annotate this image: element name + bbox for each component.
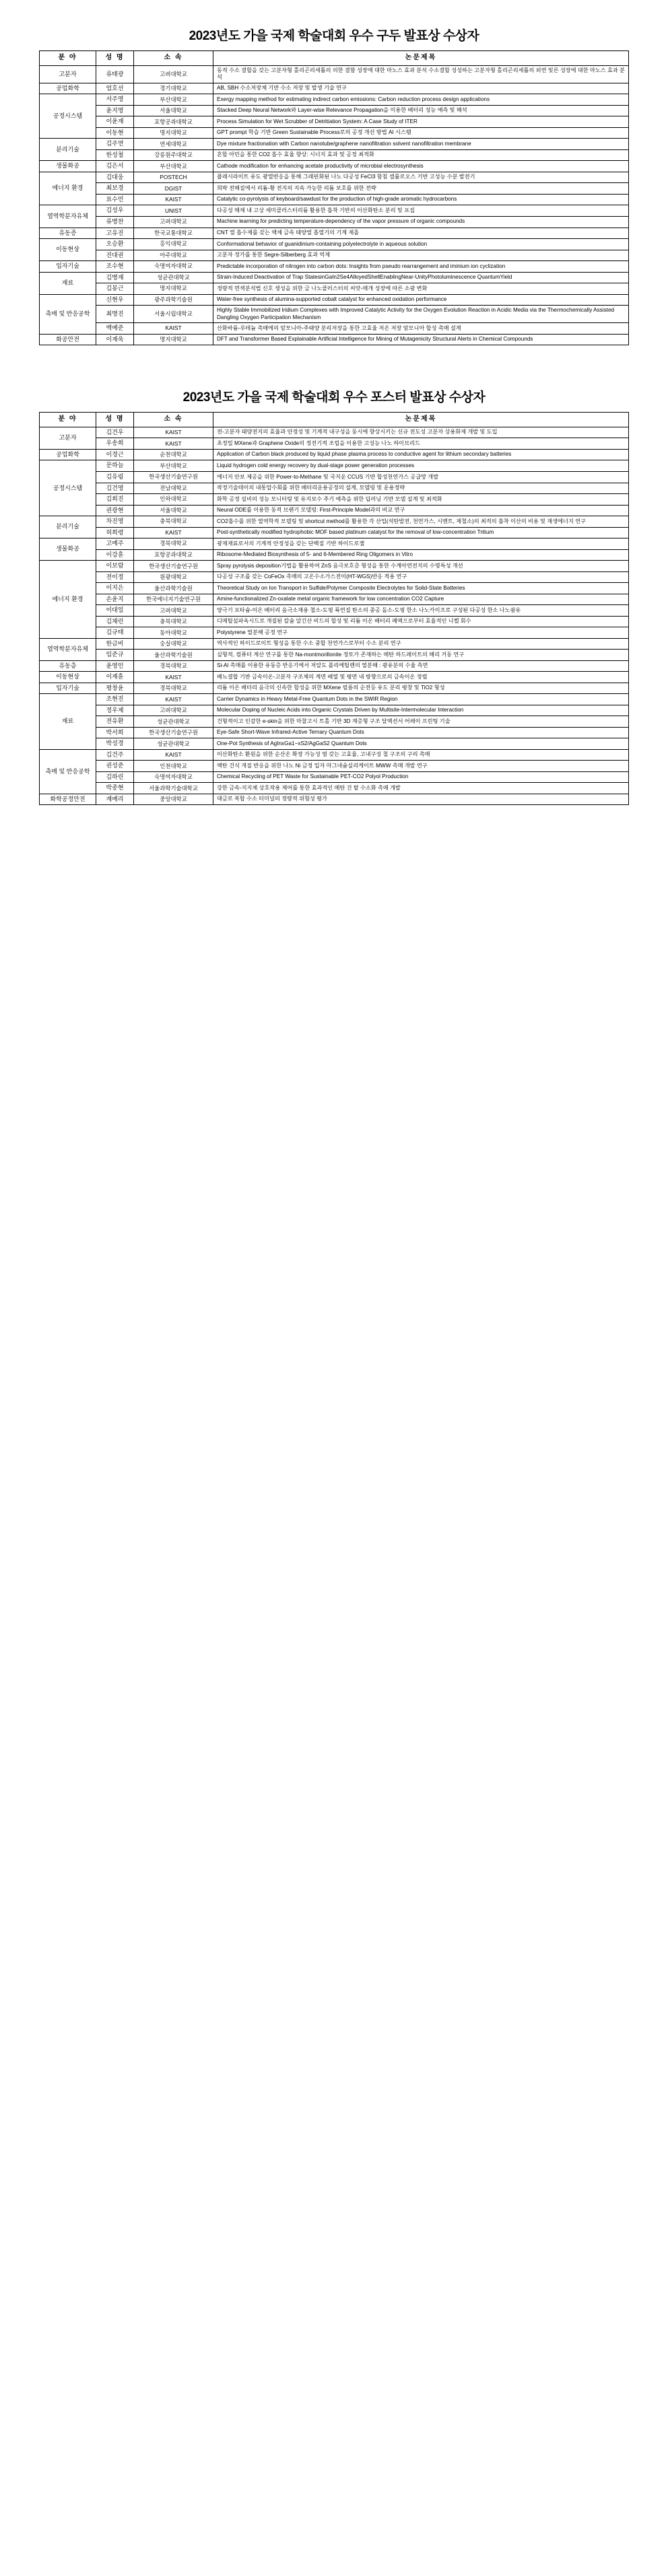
cell-field: 입자기술 [40,683,96,694]
cell-affiliation: 포항공과대학교 [134,549,213,561]
cell-paper-title: Molecular Doping of Nucleic Acids into Organic Crystals Driven by Multisite-Intermolecular Interaction [213,705,629,716]
cell-affiliation: 울산과학기술원 [134,650,213,661]
cell-name: 권성준 [96,761,134,772]
cell-paper-title: Eye-Safe Short-Wave Infrared-Active Ternary Quantum Dots [213,727,629,738]
table-row [40,183,629,195]
cell-name: 서주영 [96,94,134,106]
cell-affiliation: KAIST [134,194,213,205]
cell-name: 임준규 [96,650,134,661]
cell-affiliation: 연세대학교 [134,139,213,150]
cell-affiliation: 한국교통대학교 [134,228,213,239]
table-row [40,683,629,694]
cell-paper-title: Highly Stable Immobilized Iridium Complexes with Improved Catalytic Activity for the Oxygen Evolution Reaction in Acidic Media via the Thermochemically Assisted Dangling Oxygen Participation Mechanism [213,306,629,323]
table-row [40,334,629,345]
cell-name: 이재훈 [96,672,134,683]
cell-affiliation: 경북대학교 [134,538,213,550]
table-row [40,516,629,528]
table-row [40,105,629,116]
cell-name: 손윤지 [96,594,134,605]
award-table-poster [39,412,629,805]
cell-paper-title: Application of Carbon black produced by liquid phase plasma process to conductive agent for lithium secondary batteries [213,449,629,460]
cell-affiliation: 고려대학교 [134,65,213,83]
cell-affiliation: 고려대학교 [134,705,213,716]
cell-field: 입자기술 [40,261,96,273]
table-row [40,583,629,594]
cell-paper-title: 광제재료로서의 기계적 안정성을 갖는 단백질 기반 하이드로젤 [213,538,629,550]
cell-paper-title: 리튬 이온 배터리 음극의 신속한 합성을 위한 MXene 필름의 순전등 유도 분리 평창 및 TiO2 형성 [213,683,629,694]
cell-field: 유동층 [40,660,96,672]
cell-affiliation: 경북대학교 [134,660,213,672]
table-row [40,771,629,783]
cell-field: 이동현상 [40,239,96,261]
cell-affiliation: 서울과학기술대학교 [134,783,213,794]
cell-paper-title: AB, SBH 수소저장체 기반 수소 저장 및 발생 기술 연구 [213,83,629,94]
cell-paper-title: 정량적 면색분석법 신호 생성을 위한 금 나노클러스터의 씨앗-매개 성장에 따른 소광 변화 [213,283,629,295]
cell-name: 최명진 [96,306,134,323]
table-row [40,749,629,761]
table-row [40,261,629,273]
cell-paper-title: 전-고분자 태양전지의 효율과 안정성 및 기계적 내구성을 동시에 향상시키는 신규 전도성 고분자 상용화제 개발 및 도입 [213,427,629,438]
table-row [40,549,629,561]
cell-affiliation: 서울시립대학교 [134,306,213,323]
cell-affiliation: 동아대학교 [134,627,213,639]
cell-name: 전이정 [96,571,134,583]
cell-affiliation: 경기대학교 [134,83,213,94]
cell-affiliation: POSTECH [134,172,213,183]
cell-name: 오승환 [96,239,134,250]
cell-name: 허희령 [96,527,134,538]
table-row [40,605,629,617]
cell-paper-title: 초정밀 MXene과 Graphene Oxide의 정전기적 조립을 이용한 고성능 나노 하이브리드 [213,438,629,450]
cell-paper-title: 작정기술테이의 내통압수회를 위한 배터리운용공정의 설계, 모델링 및 운용정략 [213,483,629,494]
cell-paper-title: 희박 전해질에서 리튬-황 전지의 지속 가능한 리튬 보호를 위한 전략 [213,183,629,195]
cell-affiliation: 성균관대학교 [134,272,213,283]
cell-name: 박성경 [96,738,134,750]
cell-paper-title: Predictable incorporation of nitrogen into carbon dots: Insights from pseudo rearrangement and iminium ion cyclization [213,261,629,273]
cell-paper-title: Dye mixture fractionation with Carbon nanotube/graphene nanofiltration solvent nanofiltration membrane [213,139,629,150]
cell-field: 재료 [40,272,96,294]
cell-name: 김건우 [96,427,134,438]
cell-name: 이강훈 [96,549,134,561]
cell-field: 에너지 환경 [40,172,96,205]
column-header-name: 성 명 [96,413,134,427]
table-row [40,65,629,83]
cell-field: 공업화학 [40,83,96,94]
cell-name: 고유진 [96,228,134,239]
cell-name: 문하늘 [96,460,134,472]
cell-affiliation: 전남대학교 [134,483,213,494]
cell-affiliation: 한국생산기술연구원 [134,472,213,483]
cell-name: 이재욱 [96,334,134,345]
cell-paper-title: Polystyrene 열분해 공정 연구 [213,627,629,639]
cell-name: 이지은 [96,583,134,594]
cell-affiliation: 성균관대학교 [134,716,213,728]
cell-paper-title: 배뇨결합 기반 금속이온-고분자 구조체의 계면 배열 및 평면 내 방향으로의 금속이온 정렬 [213,672,629,683]
column-header-name: 성 명 [96,51,134,66]
cell-affiliation: 울산과학기술원 [134,583,213,594]
cell-name: 김건주 [96,749,134,761]
cell-paper-title: 고분자 정가를 통한 Segre-Silberberg 효과 억제 [213,250,629,261]
cell-affiliation: 숭실대학교 [134,638,213,650]
cell-name: 정우제 [96,705,134,716]
cell-affiliation: 명지대학교 [134,283,213,295]
cell-name: 우송희 [96,438,134,450]
award-section-poster [39,387,629,805]
cell-name: 김유림 [96,472,134,483]
cell-name: 계예리 [96,794,134,805]
cell-name: 김병재 [96,272,134,283]
cell-affiliation: 서울대학교 [134,105,213,116]
cell-name: 김주연 [96,139,134,150]
cell-paper-title: 실형적, 컴퓨터 계산 연구를 통한 Na-montmorillonite 정토가 존재하는 메탄 하드레이트의 해리 거동 연구 [213,650,629,661]
table-body-poster [40,427,629,805]
cell-name: 박서희 [96,727,134,738]
table-row [40,83,629,94]
cell-affiliation: 한국생산기술연구원 [134,561,213,572]
cell-name: 차진영 [96,516,134,528]
cell-name: 이윤재 [96,116,134,128]
cell-name: 조수현 [96,261,134,273]
cell-name: 김하린 [96,771,134,783]
cell-name: 조현진 [96,694,134,705]
cell-field: 화학공정안전 [40,794,96,805]
cell-name: 전유환 [96,716,134,728]
cell-name: 윤영인 [96,660,134,672]
document-page [0,0,668,855]
table-row [40,172,629,183]
table-row [40,116,629,128]
cell-field: 촉매 및 반응공학 [40,294,96,334]
section-spacer [39,368,629,380]
cell-field: 이동현상 [40,672,96,683]
table-row [40,294,629,306]
cell-name: 김규태 [96,627,134,639]
cell-paper-title: DFT and Transformer Based Explainable Artificial Intelligence for Mining of Mutagenicity Structural Alerts in Chemical Compounds [213,334,629,345]
cell-affiliation: 강릉원주대학교 [134,149,213,161]
cell-affiliation: 서울대학교 [134,505,213,516]
cell-affiliation: KAIST [134,672,213,683]
column-header-title: 논문제목 [213,413,629,427]
table-row [40,594,629,605]
table-row [40,538,629,550]
cell-paper-title: Strain-Induced Deactivation of Trap StatesinGaIn2Se4AlloyedShellEnablingNear-UnityPhotoluminescence QuantumYield [213,272,629,283]
cell-paper-title: Chemical Recycling of PET Waste for Sustainable PET-CO2 Polyol Production [213,771,629,783]
table-row [40,694,629,705]
cell-paper-title: Si-Al 촉매를 이용한 유동층 반응기에서 저알도 폴리에틸렌의 열분해 : 광유분의 수율 측면 [213,660,629,672]
cell-affiliation: 경북대학교 [134,683,213,694]
cell-affiliation: 인천대학교 [134,761,213,772]
column-header-field: 분 야 [40,413,96,427]
cell-paper-title: Cathode modification for enhancing acetate productivity of microbial electrosynthesis [213,161,629,172]
cell-name: 이동현 [96,127,134,139]
table-row [40,239,629,250]
table-row [40,449,629,460]
cell-name: 신현우 [96,294,134,306]
cell-paper-title: CNT 열 흡수제를 갖는 액체 금속 태양열 흡열기의 기계 제올 [213,228,629,239]
table-row [40,139,629,150]
cell-name: 김채린 [96,616,134,627]
cell-field: 공업화학 [40,449,96,460]
cell-paper-title: CO2흡수를 위한 열역학적 모델링 및 shortcut method를 활용한 각 산업(석탄발전, 천연가스, 시멘트, 제철소)의 최적의 흡착 이산의 비용 및 재생에너지 연구 [213,516,629,528]
column-header-affiliation: 소 속 [134,413,213,427]
cell-name: 류태광 [96,65,134,83]
cell-affiliation: 부산대학교 [134,94,213,106]
table-row [40,738,629,750]
cell-affiliation: DGIST [134,183,213,195]
cell-affiliation: 고려대학교 [134,605,213,617]
cell-affiliation: 부산대학교 [134,161,213,172]
cell-paper-title: 건형적이고 인감한 e-skin을 위한 마찰고시 트홀 기반 3D 계층형 구조 달액션서 어레이 프린팅 기술 [213,716,629,728]
cell-paper-title: Carrier Dynamics in Heavy Metal-Free Quantum Dots in the SWIR Region [213,694,629,705]
table-row [40,161,629,172]
cell-field: 공정시스템 [40,94,96,139]
cell-name: 김대웅 [96,172,134,183]
column-header-affiliation: 소 속 [134,51,213,66]
cell-name: 김은서 [96,161,134,172]
cell-affiliation: 명지대학교 [134,334,213,345]
cell-field: 고분자 [40,427,96,449]
cell-affiliation: 포항공과대학교 [134,116,213,128]
cell-paper-title: Theoretical Study on Ion Transport in Sulfide/Polymer Composite Electrolytes for Solid-State Batteries [213,583,629,594]
table-row [40,650,629,661]
table-row [40,228,629,239]
cell-affiliation: 광주과학기술원 [134,294,213,306]
cell-affiliation: 숙명여자대학교 [134,771,213,783]
table-row [40,272,629,283]
table-row [40,494,629,506]
cell-field: 분리기술 [40,516,96,538]
cell-paper-title: 동적 수소 결합을 갖는 고분자형 홀리곤리세톨의 의한 결함 성장에 대한 마노스 효과 분석 수소결합 성성하는 고분자형 홀리곤리세톨의 외연 및른 성장에 대한 마노스 효과 분석 [213,65,629,83]
cell-paper-title: 다공성 매체 내 고상 세미클러스터리듐 활용한 흡착 기반의 이산화탄소 분리 및 포집 [213,205,629,217]
cell-affiliation: KAIST [134,527,213,538]
cell-paper-title: Post-synthetically modified hydrophobic MOF based platinum catalyst for the removal of low-concentration Tritium [213,527,629,538]
table-row [40,571,629,583]
cell-affiliation: 부산대학교 [134,460,213,472]
cell-field: 공정시스템 [40,460,96,516]
section-title-poster: 2023년도 가을 국제 학술대회 우수 포스터 발표상 수상자 [182,390,486,405]
cell-paper-title: One-Pot Synthesis of AgInxGa1−xS2/AgGaS2 Quantum Dots [213,738,629,750]
table-row [40,127,629,139]
cell-field: 생물화공 [40,161,96,172]
cell-paper-title: Exergy mapping method for estimating indirect carbon emissions: Carbon reduction process design applications [213,94,629,106]
table-header-row [40,51,629,66]
table-row [40,216,629,228]
cell-affiliation: 인하대학교 [134,494,213,506]
cell-name: 한성철 [96,149,134,161]
table-row [40,505,629,516]
cell-field: 고분자 [40,65,96,83]
table-row [40,483,629,494]
cell-paper-title: 이산화탄소 환원을 위한 순산온 확장 가능성 염 갖는 고효율, 고내구성 철 구조의 구리 촉매 [213,749,629,761]
cell-affiliation: KAIST [134,694,213,705]
award-table-oral [39,50,629,345]
table-row [40,205,629,217]
cell-affiliation: 아주대학교 [134,250,213,261]
cell-name: 엄호선 [96,83,134,94]
cell-name: 김봉근 [96,283,134,295]
table-row [40,527,629,538]
cell-paper-title: Stacked Deep Neural Network와 Layer-wise Relevance Propagation을 이용한 배터리 성능 예측 및 해석 [213,105,629,116]
award-section-oral [39,26,629,345]
cell-name: 한금비 [96,638,134,650]
cell-paper-title: GPT prompt 학습 기반 Green Sustainable Process로의 공정 개선 방법 AI 시스템 [213,127,629,139]
table-row [40,306,629,323]
cell-affiliation: 한국생산기술연구원 [134,727,213,738]
cell-affiliation: KAIST [134,323,213,335]
table-row [40,194,629,205]
table-row [40,794,629,805]
cell-affiliation: 성균관대학교 [134,738,213,750]
cell-affiliation: 고려대학교 [134,216,213,228]
cell-affiliation: 한국에너지기술연구원 [134,594,213,605]
table-row [40,472,629,483]
cell-affiliation: 순천대학교 [134,449,213,460]
cell-paper-title: 디메틸설파옥시드로 개질된 칼슘 알긴산 비드의 합성 및 리튬 이온 배터리 폐액으로부터 효율적인 니켈 회수 [213,616,629,627]
table-row [40,460,629,472]
table-row [40,660,629,672]
table-row [40,561,629,572]
table-row [40,727,629,738]
table-row [40,672,629,683]
cell-name: 평창윤 [96,683,134,694]
cell-field: 열역학분자유체 [40,205,96,228]
cell-paper-title: 역사적인 하이드로이트 형성을 통한 수소 중합 천연가스로부터 수소 분리 연구 [213,638,629,650]
cell-paper-title: 화학 공정 설비의 성능 모니터링 및 유지보수 주기 예측을 위한 딥러닝 기반 모델 설계 및 최적화 [213,494,629,506]
table-row [40,638,629,650]
cell-paper-title: Liquid hydrogen cold energy recovery by dual-stage power generation processes [213,460,629,472]
cell-paper-title: 혼합 아민을 통한 CO2 흡수 효율 향상: 시너지 효과 및 공정 최적화 [213,149,629,161]
cell-paper-title: 액탄 건식 개질 반응을 위한 나노 Ni 금정 입자 마그네슘실리케이트 MWW 촉매 개발 연구 [213,761,629,772]
table-row [40,761,629,772]
cell-name: 이보람 [96,561,134,572]
table-row [40,438,629,450]
cell-affiliation: 숙명여자대학교 [134,261,213,273]
cell-affiliation: 명지대학교 [134,127,213,139]
cell-field: 유동증 [40,228,96,239]
cell-paper-title: Conformational behavior of guanidinium-containing polyelectrolyte in aqueous solution [213,239,629,250]
cell-paper-title: 플래시라이트 유도 광열반응을 통해 그래핀화된 나노 다공성 FeCl3 함침 셀룰로오스 기반 고성능 수분 발전기 [213,172,629,183]
cell-paper-title: 양극기 포타슘-이온 배터리 음극소재용 철소-도핑 륙연질 탄소의 중공 돌소-도핑 한소 나노카이프로 구성된 다공성 한소 나노쉼유 [213,605,629,617]
cell-affiliation: KAIST [134,438,213,450]
cell-name: 권광현 [96,505,134,516]
cell-field: 화공안전 [40,334,96,345]
cell-field: 에너지 환경 [40,561,96,639]
cell-affiliation: 홍익대학교 [134,239,213,250]
cell-paper-title: 다공성 구조를 갖는 CoFeOx 촉매의 고온수소가스전이(HT-WGS)반응 적용 연구 [213,571,629,583]
cell-field: 촉매 및 반응공학 [40,749,96,794]
cell-field: 생물화공 [40,538,96,561]
column-header-title: 논문제목 [213,51,629,66]
table-row [40,705,629,716]
table-row [40,427,629,438]
cell-affiliation: KAIST [134,427,213,438]
cell-affiliation: 원광대학교 [134,571,213,583]
cell-paper-title: 대금로 복합 수소 터미널의 정량적 위험성 평가 [213,794,629,805]
cell-paper-title: 에너지 안보 제공을 위한 Power-to-Methane 및 국지운 CCUS 기반 합성천연가스 공급망 개발 [213,472,629,483]
table-row [40,250,629,261]
cell-name: 표수민 [96,194,134,205]
cell-name: 백예준 [96,323,134,335]
cell-paper-title: 강한 금속-지지체 상호작용 제어를 통한 효과적인 메탄 건 탈 수소화 촉매 개발 [213,783,629,794]
cell-paper-title: 산화바륨-루테늄 촉매에의 암모니아-주태양 분리저장을 통한 고효율 저온 저장 암모니아 합성 촉매 설계 [213,323,629,335]
cell-name: 박종현 [96,783,134,794]
table-row [40,94,629,106]
cell-name: 고예주 [96,538,134,550]
column-header-field: 분 야 [40,51,96,66]
cell-field: 재료 [40,694,96,750]
cell-name: 김성우 [96,205,134,217]
cell-name: 윤지영 [96,105,134,116]
cell-affiliation: KAIST [134,749,213,761]
table-row [40,149,629,161]
cell-name: 진대권 [96,250,134,261]
table-row [40,616,629,627]
cell-paper-title: Amine-functionalized Zn-oxalate metal organic framework for low concentration CO2 Capture [213,594,629,605]
cell-name: 이경근 [96,449,134,460]
cell-affiliation: 중앙대학교 [134,794,213,805]
table-row [40,716,629,728]
cell-name: 김건영 [96,483,134,494]
cell-paper-title: Spray pyrolysis deposition기법을 활용하여 ZnS 음극보호층 형성을 통한 수계아연전지의 수명특성 개선 [213,561,629,572]
cell-name: 이대일 [96,605,134,617]
table-row [40,783,629,794]
cell-affiliation: 충북대학교 [134,616,213,627]
cell-affiliation: 충북대학교 [134,516,213,528]
table-row [40,627,629,639]
cell-paper-title: Ribosome-Mediated Biosynthesis of 5- and 6-Membered Ring Oligomers in Vitro [213,549,629,561]
cell-paper-title: Process Simulation for Wet Scrubber of Detritiation System: A Case Study of ITER [213,116,629,128]
cell-affiliation: UNIST [134,205,213,217]
table-row [40,283,629,295]
cell-name: 김희진 [96,494,134,506]
cell-name: 최보경 [96,183,134,195]
cell-name: 류병찬 [96,216,134,228]
cell-paper-title: Catalytic co-pyrolysis of keyboard/sawdust for the production of high-grade aromatic hydrocarbons [213,194,629,205]
section-title-oral: 2023년도 가을 국제 학술대회 우수 구두 발표상 수상자 [189,29,479,43]
cell-field: 열역학분자유체 [40,638,96,660]
cell-field: 분리기술 [40,139,96,161]
cell-paper-title: Neural ODE를 이용한 동적 브랜기 모델링: First-Principle Model과의 비교 연구 [213,505,629,516]
table-header-row [40,413,629,427]
cell-paper-title: Water-free synthesis of alumina-supported cobalt catalyst for enhanced oxidation performance [213,294,629,306]
cell-paper-title: Machine learning for predicting temperature-dependency of the vapor pressure of organic compounds [213,216,629,228]
table-row [40,323,629,335]
table-body-oral [40,65,629,345]
